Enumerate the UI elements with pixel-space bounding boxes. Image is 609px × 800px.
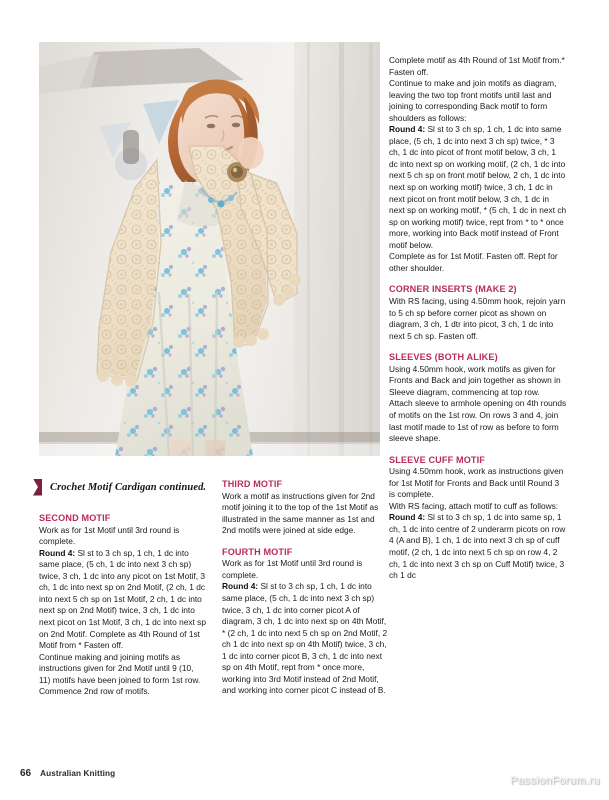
- paragraph: Complete motif as 4th Round of 1st Motif from.* Fasten off.: [389, 55, 565, 77]
- paragraph-round4: Round 4: Sl st to 3 ch sp, 1 ch, 1 dc into same place, (5 ch, 1 dc into next 3 ch sp) twice, 3 ch, 1 dc into corner picot A of diagram, 3 ch, 1 dc into next sp on 4th Motif, * (2 ch, 1 dc into next 5 ch sp on 2nd Motif, 2 ch 1 dc into next sp on 4th Motif) twice, 3 ch, 1 dc into corner picot B, 3 ch, 1 dc into next sp on 4th Motif, rept from * once more, working into 3rd Motif instead of 2nd Motif, and working into corner picot C instead of B.: [222, 581, 388, 696]
- page-footer: [20, 768, 115, 779]
- paragraph: Using 4.50mm hook, work motifs as given for Fronts and Back and join together as shown in Sleeve diagram, commencing at top row.: [389, 363, 561, 397]
- section-heading-second-motif: SECOND MOTIF: [39, 513, 111, 523]
- column-right: [389, 55, 567, 582]
- paragraph: Work as for 1st Motif until 3rd round is complete.: [39, 524, 180, 547]
- spacer: [389, 274, 567, 283]
- paragraph: With RS facing, attach motif to cuff as follows:: [389, 500, 559, 511]
- section-heading-corner-inserts: CORNER INSERTS (MAKE 2): [389, 284, 517, 295]
- round-label: Round 4:: [389, 512, 426, 523]
- section-heading-sleeve-cuff-motif: SLEEVE CUFF MOTIF: [389, 454, 486, 465]
- section-heading-sleeves: SLEEVES (BOTH ALIKE): [389, 352, 498, 363]
- continued-label: Crochet Motif Cardigan continued.: [50, 481, 207, 493]
- paragraph-round4: Round 4: Sl st to 3 ch sp, 1 ch, 1 dc into same place, (5 ch, 1 dc into next 3 ch sp) twice, * 3 ch, 1 dc into picot of front motif below, 3 ch, 1 dc into next sp on working motif, (2 ch, 1 dc into next 5 ch sp on front motif below, 2 ch, 1 dc into next sp on working motif) twice, 3 ch, 1 dc in next picot on front motif below, 3 ch, 1 dc in next sp on working motif, * (5 ch, 1 dc in next ch sp on working motif) twice, rept from * to * once more, working into Back motif instead of Front motif below.: [389, 124, 567, 250]
- article-columns: [39, 55, 574, 760]
- column-left: [39, 55, 207, 698]
- watermark: PassionForum.ru: [510, 775, 600, 787]
- spacer: [222, 537, 390, 546]
- paragraph: Attach sleeve to armhole opening on 4th rounds of motifs on the 1st row. On rows 3 and 4, join last motif made to 1st of row as before to form sleeve shape.: [389, 398, 567, 444]
- paragraph: Continue to make and join motifs as diagram, leaving the two top front motifs until last and joining to corresponding Back motif to form shoulders as follows:: [389, 78, 557, 123]
- section-heading-fourth-motif: FOURTH MOTIF: [222, 546, 293, 557]
- round-label: Round 4:: [389, 124, 426, 135]
- paragraph-round4: Round 4: Sl st to 3 ch sp, 1 dc into same sp, 1 ch, 1 dc into centre of 2 underarm picots on row 4 (A and B), 1 ch, 1 dc into next 3 ch sp of cuff motif, (2 ch, 1 dc into next 5 ch sp on row 4, 2 ch, 1 dc into next 3 ch sp on Cuff Motif) twice, 3 ch 1 dc: [389, 512, 566, 581]
- paragraph: Continue making and joining motifs as instructions given for 2nd Motif until 9 (10, 11) motifs have been joined to form 1st row.: [39, 651, 201, 685]
- round-label: Round 4:: [222, 581, 259, 592]
- round-label: Round 4:: [39, 547, 76, 558]
- spacer: [389, 342, 567, 351]
- paragraph-round4: Round 4: Sl st to 3 ch sp, 1 ch, 1 dc into same place, (5 ch, 1 dc into next 3 ch sp) twice, 3 ch, 1 dc into any picot on 1st Motif, 3 ch, 1 dc into next sp on 2nd Motif, (2 ch, 1 dc into next 5 ch sp on 1st Motif, 2 ch, 1 dc into next sp on 2nd Motif) twice, 3 ch, 1 dc into next picot on 1st Motif, 3 ch, 1 dc into next sp on 2nd Motif. Complete as 4th Round of 1st Motif from * Fasten off.: [39, 547, 206, 651]
- spacer: [389, 445, 567, 454]
- paragraph: Work a motif as instructions given for 2nd motif joining it to the top of the 1st Motif as illustrated in the same manner as 1st and 2nd motifs were joined at side edge.: [222, 490, 379, 536]
- paragraph: Work as for 1st Motif until 3rd round is complete.: [222, 558, 363, 580]
- paragraph: Using 4.50mm hook, work as instructions given for 1st Motif for Fronts and Back until Round 3 is complete.: [389, 466, 564, 500]
- paragraph: Complete as for 1st Motif. Fasten off. Rept for other shoulder.: [389, 251, 558, 273]
- column-middle: [222, 55, 390, 697]
- paragraph: Commence 2nd row of motifs.: [39, 686, 150, 697]
- section-heading-third-motif: THIRD MOTIF: [222, 479, 283, 489]
- page-number: 66: [20, 768, 32, 779]
- publication-name: Australian Knitting: [40, 769, 116, 778]
- paragraph: With RS facing, using 4.50mm hook, rejoin yarn to 5 ch sp before corner picot as shown on diagram, 3 ch, 1 dtr into picot, 3 ch, 1 dc into next 5 ch sp. Fasten off.: [389, 295, 566, 341]
